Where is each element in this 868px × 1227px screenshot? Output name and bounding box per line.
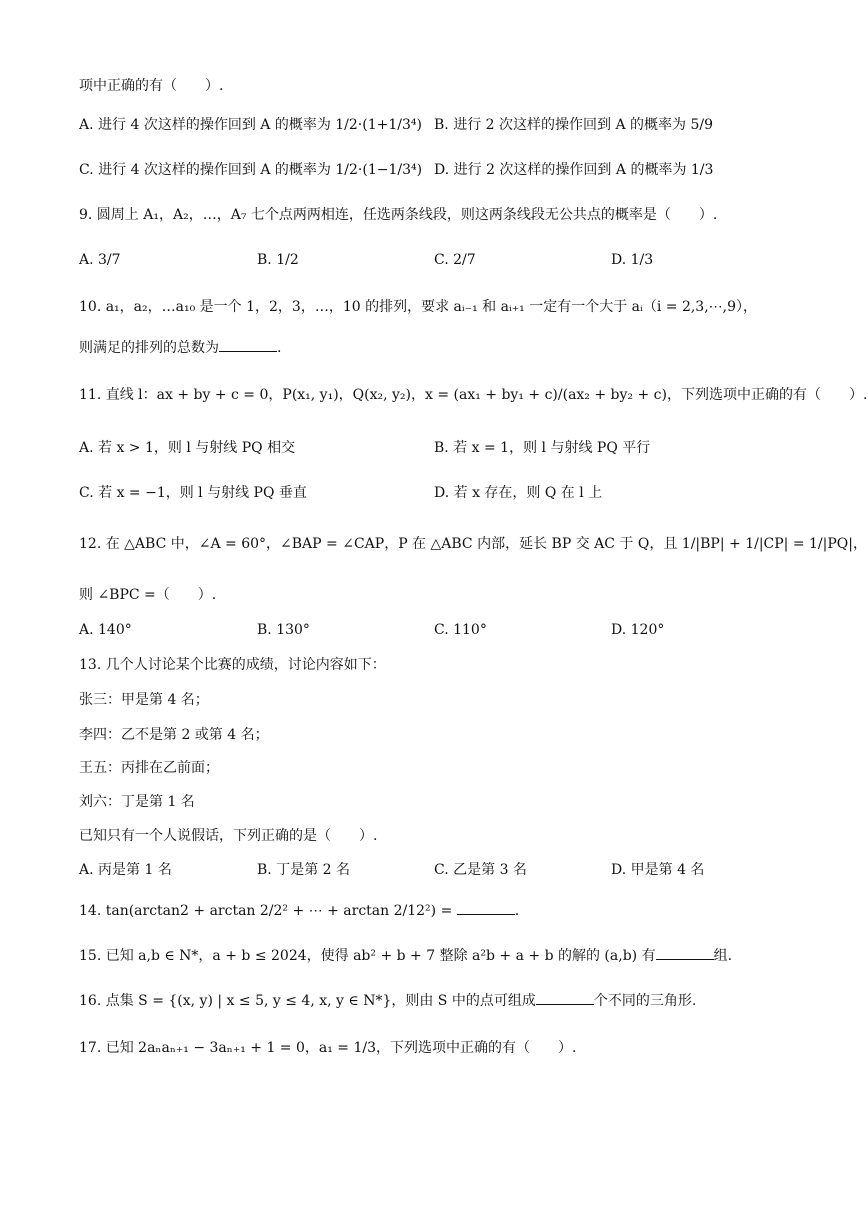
q17-stem: 17. 已知 2aₙaₙ₊₁ − 3aₙ₊₁ + 1 = 0，a₁ = 1/3，下列选项中正确的有（ ）.: [79, 1040, 577, 1056]
q14-end: .: [514, 903, 520, 919]
q11-option-d: D. 若 x 存在，则 Q 在 l 上: [434, 485, 603, 501]
q13-statement-2: 李四：乙不是第 2 或第 4 名；: [79, 727, 269, 743]
q11-option-b: B. 若 x = 1，则 l 与射线 PQ 平行: [434, 440, 651, 456]
q9-option-c: C. 2/7: [434, 252, 476, 268]
q8-stem-tail: 项中正确的有（ ）.: [79, 78, 224, 94]
q9-option-b: B. 1/2: [257, 252, 299, 268]
q10-prompt: 则满足的排列的总数为: [79, 340, 219, 356]
q9-option-d: D. 1/3: [611, 252, 654, 268]
q12-option-d: D. 120°: [611, 622, 665, 638]
q13-option-b: B. 丁是第 2 名: [257, 862, 350, 878]
q11-option-c: C. 若 x = −1，则 l 与射线 PQ 垂直: [79, 485, 307, 501]
q13-statement-3: 王五：丙排在乙前面；: [79, 760, 219, 776]
q12-question: 则 ∠BPC =（ ）.: [79, 587, 217, 603]
q13-option-a: A. 丙是第 1 名: [79, 862, 172, 878]
q13-statement-4: 刘六：丁是第 1 名: [79, 794, 195, 810]
q14-answer-blank[interactable]: [457, 900, 515, 915]
q12-option-b: B. 130°: [257, 622, 310, 638]
q12-option-a: A. 140°: [79, 622, 132, 638]
q13-question: 已知只有一个人说假话，下列正确的是（ ）.: [79, 828, 378, 844]
q10-end: .: [277, 340, 282, 356]
q15-end: 组.: [713, 948, 733, 964]
q11-stem: 11. 直线 l：ax + by + c = 0，P(x₁, y₁)，Q(x₂, y₂)，x = (ax₁ + by₁ + c)/(ax₂ + by₂ + c)，下列选项中正确的有（ ）.: [79, 387, 868, 403]
q15-answer-blank[interactable]: [656, 945, 714, 960]
q15-line: [79, 945, 732, 966]
q16-stem: 16. 点集 S = {(x, y) | x ≤ 5, y ≤ 4, x, y ∈ N*}，则由 S 中的点可组成: [79, 993, 536, 1009]
q13-statement-1: 张三：甲是第 4 名；: [79, 692, 209, 708]
q8-option-c: C. 进行 4 次这样的操作回到 A 的概率为 1/2·(1−1/3⁴): [79, 162, 423, 178]
q13-option-c: C. 乙是第 3 名: [434, 862, 527, 878]
q11-option-a: A. 若 x > 1，则 l 与射线 PQ 相交: [79, 440, 296, 456]
q12-stem: 12. 在 △ABC 中，∠A = 60°，∠BAP = ∠CAP，P 在 △ABC 内部，延长 BP 交 AC 于 Q，且 1/|BP| + 1/|CP| = 1/|PQ|，: [79, 536, 867, 552]
q10-answer-blank[interactable]: [219, 337, 277, 352]
q14-stem: 14. tan(arctan2 + arctan 2/2² + ⋯ + arctan 2/12²) =: [79, 903, 453, 919]
q15-stem: 15. 已知 a,b ∈ N*，a + b ≤ 2024，使得 ab² + b + 7 整除 a²b + a + b 的解的 (a,b) 有: [79, 948, 656, 964]
q13-option-d: D. 甲是第 4 名: [611, 862, 705, 878]
q10-stem: 10. a₁，a₂，…a₁₀ 是一个 1，2，3，…，10 的排列，要求 aᵢ₋₁ 和 aᵢ₊₁ 一定有一个大于 aᵢ（i = 2,3,⋯,9），: [79, 299, 758, 315]
q16-end: 个不同的三角形.: [593, 993, 697, 1009]
q16-line: [79, 990, 696, 1011]
q16-answer-blank[interactable]: [536, 990, 594, 1005]
q8-option-b: B. 进行 2 次这样的操作回到 A 的概率为 5/9: [434, 117, 713, 133]
q9-option-a: A. 3/7: [79, 252, 121, 268]
q14-line: [79, 900, 519, 921]
q13-stem: 13. 几个人讨论某个比赛的成绩，讨论内容如下：: [79, 657, 386, 673]
q12-option-c: C. 110°: [434, 622, 487, 638]
q8-option-a: A. 进行 4 次这样的操作回到 A 的概率为 1/2·(1+1/3⁴): [79, 117, 422, 133]
q10-answer-line: [79, 337, 281, 358]
q9-stem: 9. 圆周上 A₁，A₂，…，A₇ 七个点两两相连，任选两条线段，则这两条线段无公共点的概率是（ ）.: [79, 207, 718, 223]
q8-option-d: D. 进行 2 次这样的操作回到 A 的概率为 1/3: [434, 162, 714, 178]
